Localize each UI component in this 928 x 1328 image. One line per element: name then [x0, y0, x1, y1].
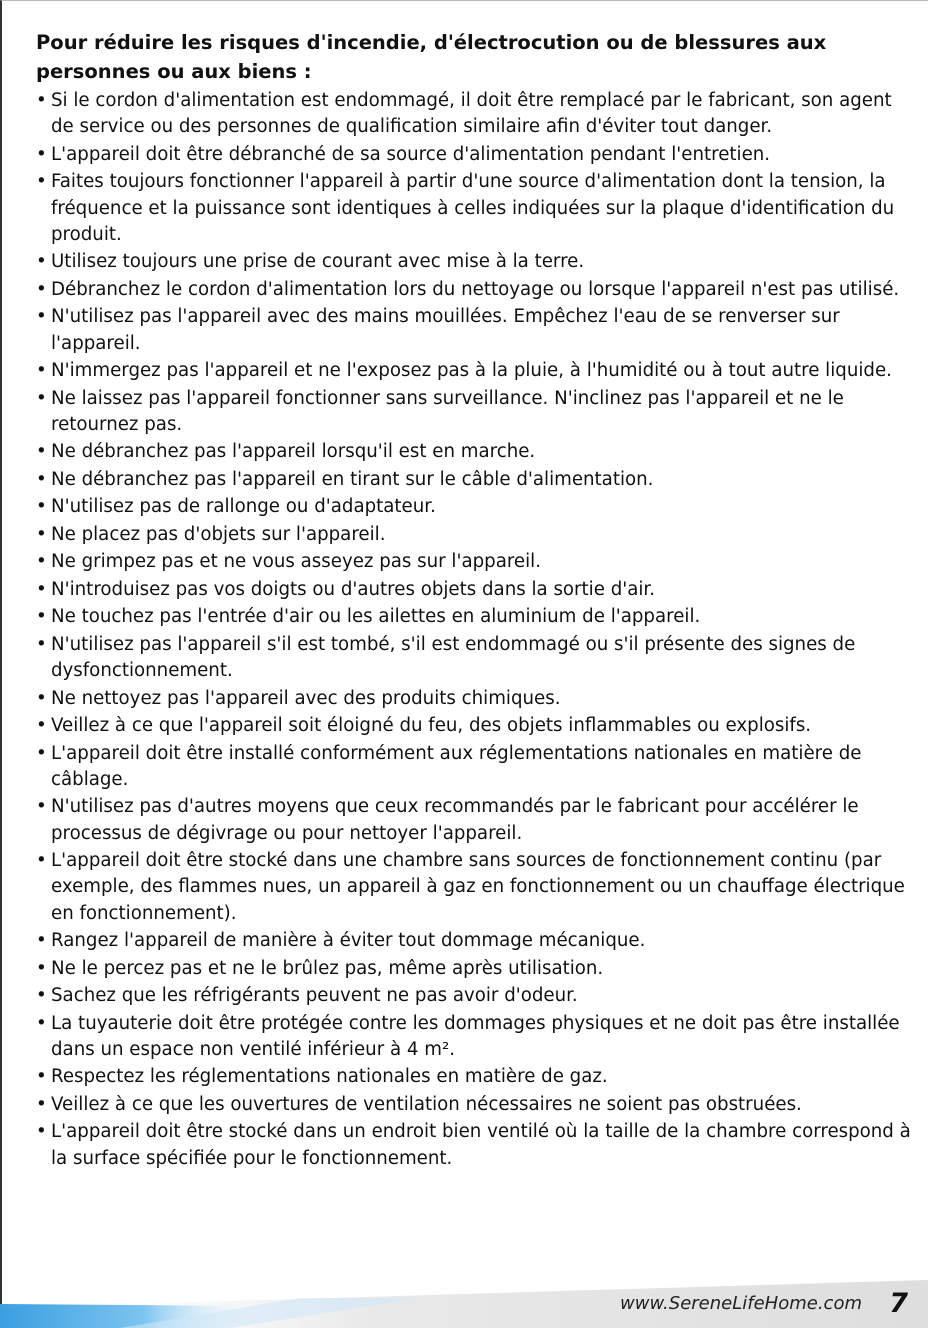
bullet-icon: • [36, 441, 47, 463]
bullet-icon: • [36, 985, 47, 1007]
bullet-icon: • [36, 606, 47, 628]
bullet-icon: • [36, 251, 47, 273]
bullet-icon: • [36, 387, 47, 409]
safety-item [36, 1064, 916, 1090]
safety-item-text: Rangez l'appareil de manière à éviter tout dommage mécanique. [51, 930, 646, 952]
safety-item-text: Ne nettoyez pas l'appareil avec des produits chimiques. [51, 687, 561, 709]
safety-item [36, 604, 916, 630]
bullet-icon: • [36, 1066, 47, 1088]
safety-item-text: Débranchez le cordon d'alimentation lors du nettoyage ou lorsque l'appareil n'est pas utilisé. [51, 278, 900, 300]
bullet-icon: • [36, 1093, 47, 1115]
safety-item-text: Sachez que les réfrigérants peuvent ne pas avoir d'odeur. [51, 985, 578, 1007]
bullet-icon: • [36, 1012, 47, 1034]
website-url[interactable]: www.SereneLifeHome.com [620, 1293, 862, 1314]
safety-item [36, 494, 916, 520]
bullet-icon: • [36, 687, 47, 709]
safety-item [36, 1119, 916, 1172]
bullet-icon: • [36, 796, 47, 818]
safety-item-text: N'utilisez pas de rallonge ou d'adaptateur. [51, 496, 436, 518]
safety-item [36, 956, 916, 982]
safety-item-text: N'immergez pas l'appareil et ne l'exposez pas à la pluie, à l'humidité ou à tout autre liquide. [51, 360, 892, 382]
safety-item [36, 848, 916, 927]
safety-item-text: Ne débranchez pas l'appareil en tirant sur le câble d'alimentation. [51, 468, 654, 490]
bullet-icon: • [36, 90, 47, 111]
bullet-icon: • [36, 496, 47, 518]
safety-item [36, 577, 916, 603]
safety-item [36, 928, 916, 954]
safety-item [36, 1092, 916, 1118]
safety-item-text: L'appareil doit être stocké dans un endroit bien ventilé où la taille de la chambre correspond à la surface spécifiée pour le fonctionnement. [51, 1121, 911, 1169]
safety-item-text: Respectez les réglementations nationales en matière de gaz. [51, 1066, 608, 1088]
page-number: 7 [889, 1288, 908, 1319]
safety-list [36, 88, 916, 1172]
bullet-icon: • [36, 468, 47, 490]
safety-item-text: Faites toujours fonctionner l'appareil à partir d'une source d'alimentation dont la tension, la fréquence et la puissance sont identiques à celles indiquées sur la plaque d'identification du produit. [51, 171, 895, 245]
safety-item [36, 686, 916, 712]
safety-item [36, 277, 916, 303]
safety-item-text: N'introduisez pas vos doigts ou d'autres objets dans la sortie d'air. [51, 578, 656, 600]
page-footer [0, 1268, 928, 1328]
bullet-icon: • [36, 850, 47, 872]
bullet-icon: • [36, 957, 47, 979]
safety-item [36, 1011, 916, 1064]
safety-item-text: Si le cordon d'alimentation est endommagé, il doit être remplacé par le fabricant, son agent de service ou des personnes de qualification similaire afin d'éviter tout danger. [51, 90, 892, 138]
safety-item [36, 467, 916, 493]
safety-item [36, 983, 916, 1009]
bullet-icon: • [36, 278, 47, 300]
bullet-icon: • [36, 1121, 47, 1143]
safety-item [36, 522, 916, 548]
bullet-icon: • [36, 523, 47, 545]
safety-item-text: Ne laissez pas l'appareil fonctionner sans surveillance. N'inclinez pas l'appareil et ne le retournez pas. [51, 387, 844, 435]
safety-item-text: L'appareil doit être installé conformément aux réglementations nationales en matière de câblage. [51, 742, 862, 790]
safety-item [36, 358, 916, 384]
safety-item-text: Ne débranchez pas l'appareil lorsqu'il est en marche. [51, 441, 536, 463]
safety-item [36, 549, 916, 575]
bullet-icon: • [36, 143, 47, 165]
safety-item [36, 741, 916, 794]
safety-item-text: La tuyauterie doit être protégée contre les dommages physiques et ne doit pas être installée dans un espace non ventilé inférieur à 4 m². [51, 1012, 900, 1060]
safety-item [36, 88, 916, 141]
safety-item-text: Ne le percez pas et ne le brûlez pas, même après utilisation. [51, 957, 604, 979]
safety-item [36, 794, 916, 847]
safety-item [36, 632, 916, 685]
safety-item-text: Veillez à ce que l'appareil soit éloigné du feu, des objets inflammables ou explosifs. [51, 715, 812, 737]
safety-item-text: N'utilisez pas l'appareil avec des mains mouillées. Empêchez l'eau de se renverser sur l'appareil. [51, 306, 840, 354]
safety-item [36, 713, 916, 739]
safety-item-text: L'appareil doit être débranché de sa source d'alimentation pendant l'entretien. [51, 143, 771, 165]
bullet-icon: • [36, 360, 47, 382]
bullet-icon: • [36, 578, 47, 600]
safety-item-text: Ne grimpez pas et ne vous asseyez pas sur l'appareil. [51, 551, 542, 573]
bullet-icon: • [36, 171, 47, 193]
safety-item [36, 169, 916, 248]
bullet-icon: • [36, 930, 47, 952]
safety-item [36, 304, 916, 357]
bullet-icon: • [36, 715, 47, 737]
bullet-icon: • [36, 306, 47, 328]
page-content [36, 28, 916, 1172]
safety-item-text: Utilisez toujours une prise de courant avec mise à la terre. [51, 251, 585, 273]
safety-item [36, 439, 916, 465]
safety-item [36, 142, 916, 168]
safety-item [36, 386, 916, 439]
safety-item-text: N'utilisez pas d'autres moyens que ceux recommandés par le fabricant pour accélérer le processus de dégivrage ou pour nettoyer l'appareil. [51, 796, 859, 844]
safety-item-text: Ne touchez pas l'entrée d'air ou les ailettes en aluminium de l'appareil. [51, 606, 701, 628]
safety-item-text: N'utilisez pas l'appareil s'il est tombé, s'il est endommagé ou s'il présente des signes de dysfonctionnement. [51, 633, 856, 682]
safety-heading: Pour réduire les risques d'incendie, d'électrocution ou de blessures aux personnes ou aux biens : [36, 31, 827, 83]
bullet-icon: • [36, 633, 47, 655]
safety-item-text: L'appareil doit être stocké dans une chambre sans sources de fonctionnement continu (par exemple, des flammes nues, un appareil à gaz en fonctionnement ou un chauffage électrique en fonctionnement). [51, 850, 905, 924]
safety-item [36, 249, 916, 275]
safety-item-text: Ne placez pas d'objets sur l'appareil. [51, 523, 386, 545]
bullet-icon: • [36, 551, 47, 573]
bullet-icon: • [36, 742, 47, 764]
safety-item-text: Veillez à ce que les ouvertures de ventilation nécessaires ne soient pas obstruées. [51, 1093, 802, 1115]
